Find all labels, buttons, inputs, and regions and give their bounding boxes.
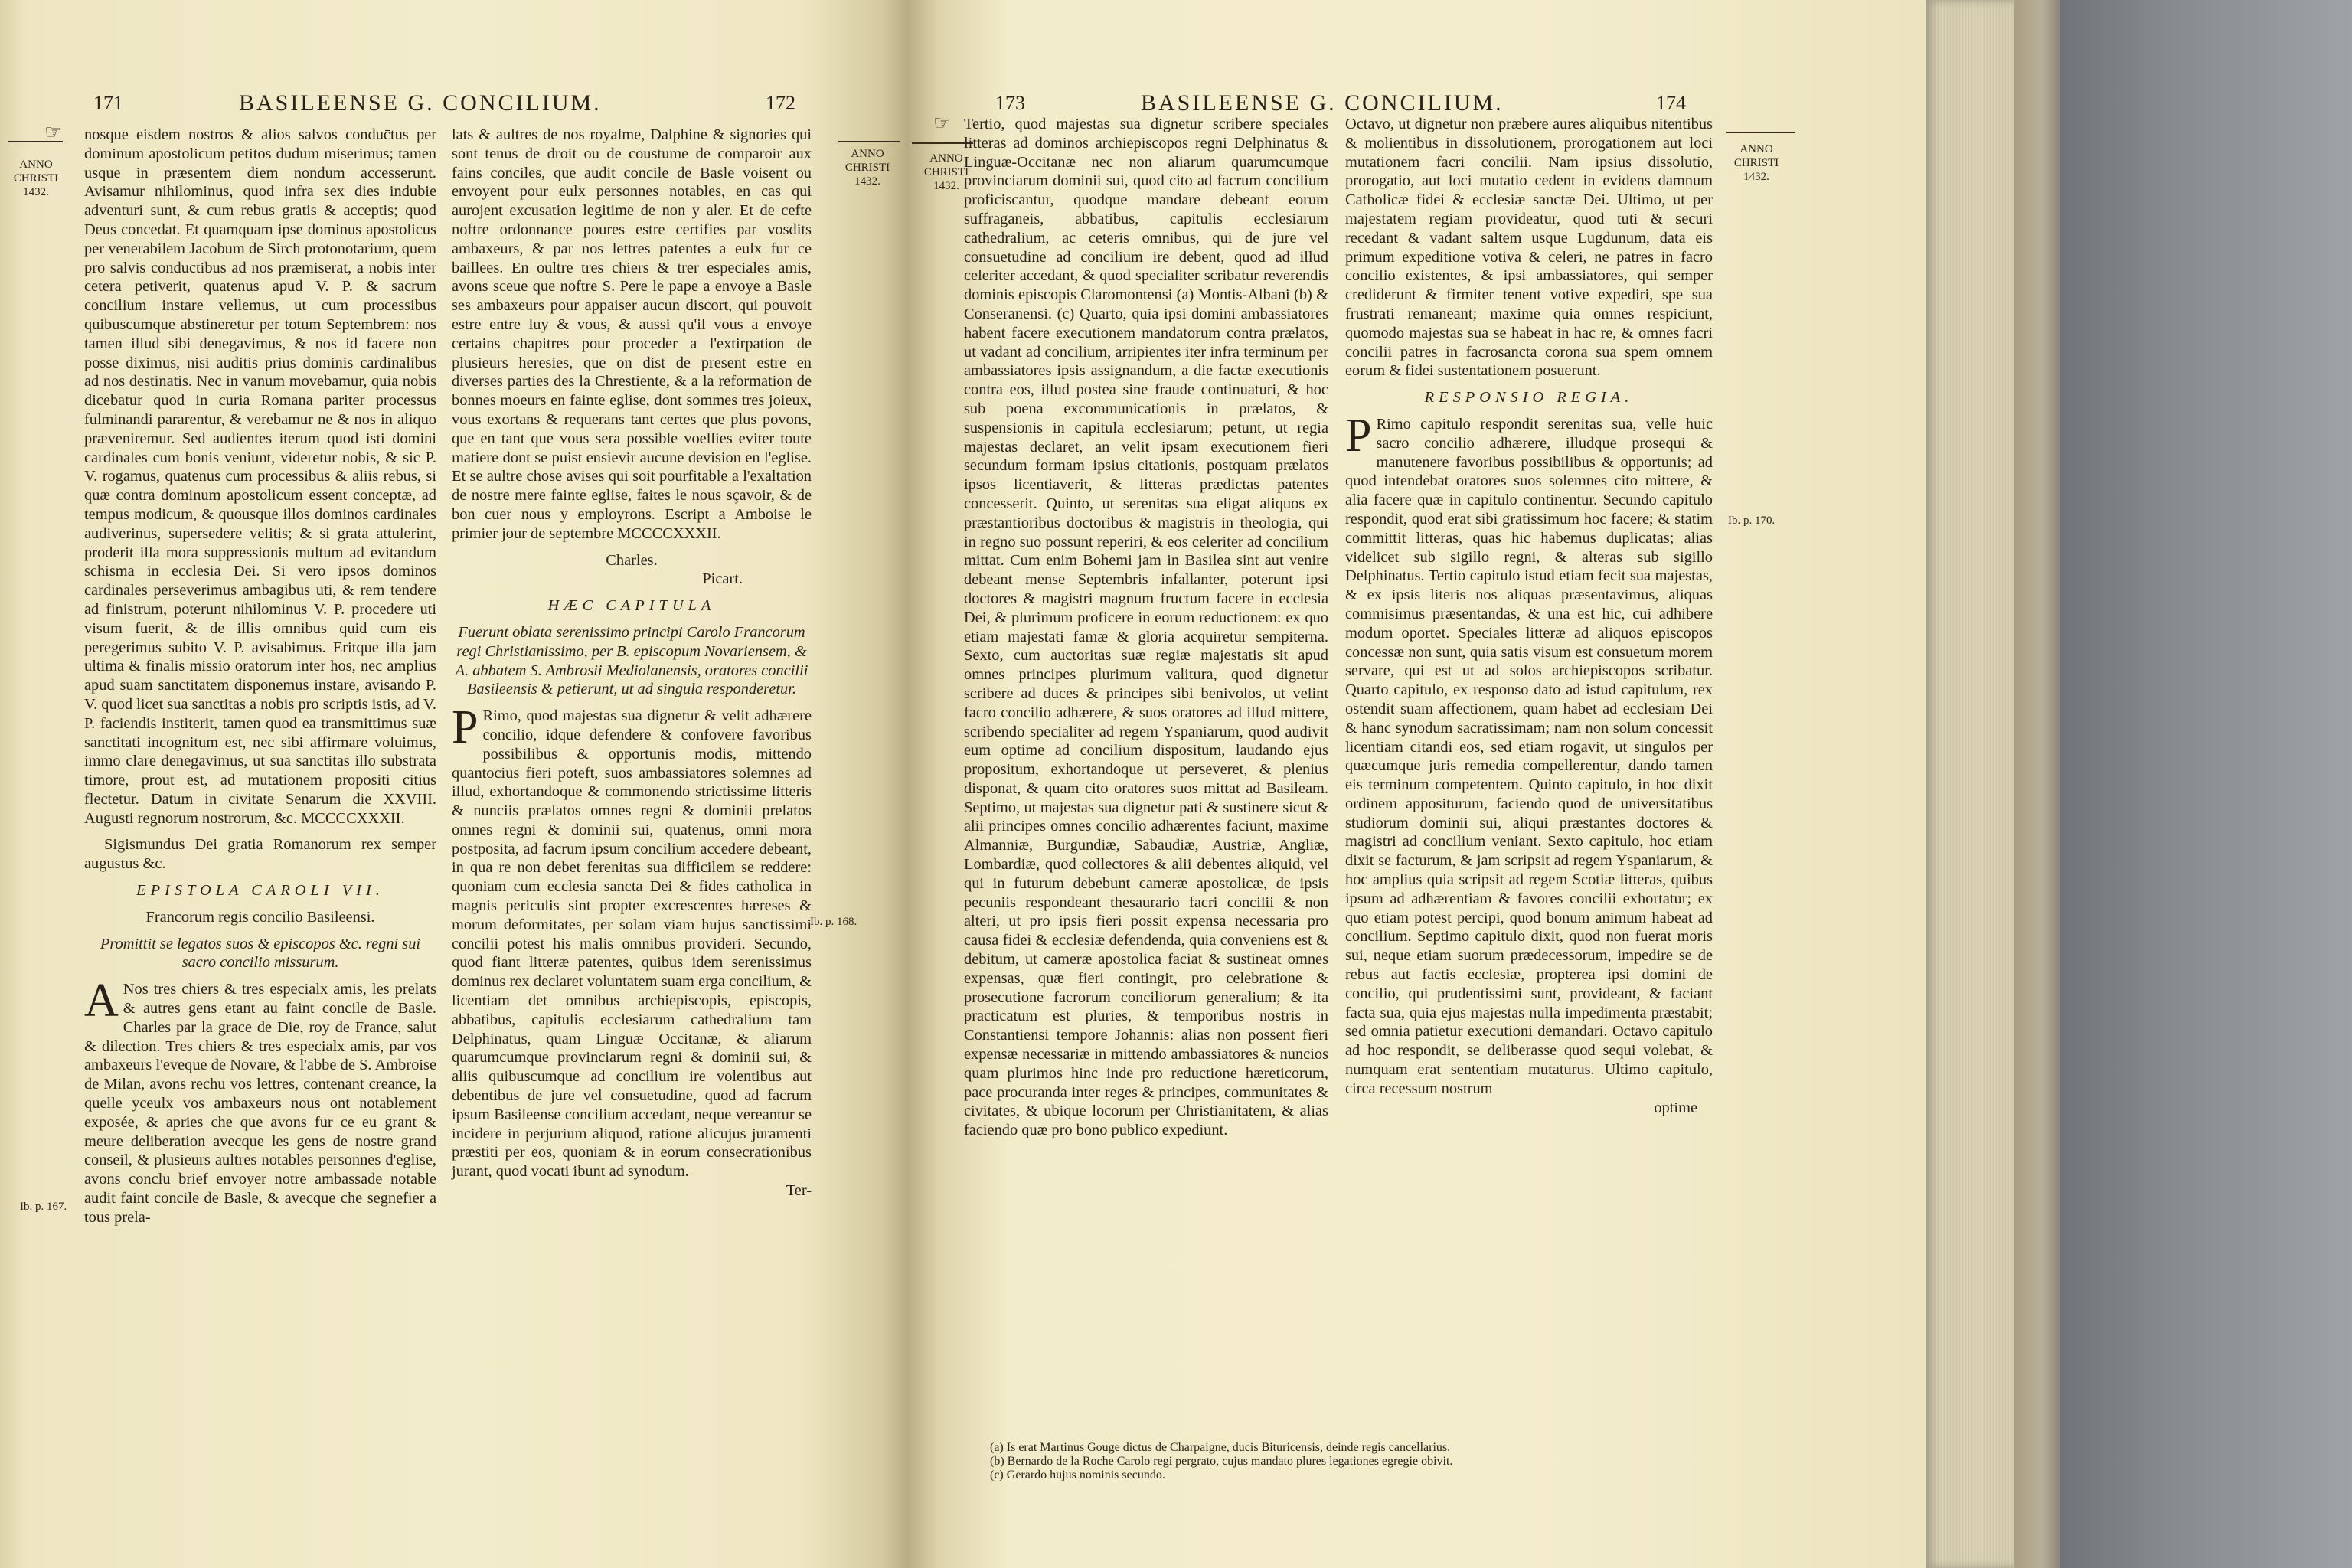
side-reference: Ib. p. 168. [810, 916, 858, 928]
left-column-1 [84, 126, 436, 1227]
right-page [907, 0, 1926, 1568]
margin-anno-christi: ANNO CHRISTI 1432. [844, 148, 890, 188]
margin-anno-christi: ANNO CHRISTI 1432. [1733, 143, 1779, 183]
book-cover [2014, 0, 2060, 1568]
paragraph: P Rimo, quod majestas sua dignetur & velit adhærere concilio, idque defendere & confovere favoribus possibilibus & opportunis modis, mittendo quantocius fieri poteft, suos ambassiatores solemnes ad illud, exhortandoque & commonendo strictissime litteris & nunciis prælatos omnes regni & dominii prelatos omnes regni & dominii sui, quatenus, omni mora postposita, ad facrum ipsum concilium accedere debeant, in qua re non debet ferenitas sua difficilem se reddere: quoniam cum ecclesia sancta Dei & fides catholica in magnis periculis sint propter excrescentes hæreses & morum deformitates, per solam viam hujus sanctissimi concilii potest his malis omnibus provideri. Secundo, quod fiant litteræ patentes, quibus idem serenissimus dominus rex declaret voluntatem suam erga concilium, & licentiam det omnibus archiepiscopis, episcopis, abbatibus, capitulis ecclesiarum cathedralium tam Delphinatus, quam Linguæ Occitanæ, & aliarum quarumcumque provinciarum regni & dominii sui, & aliis quibuscumque ad concilium ire volentibus aut debentibus de jure vel consuetudine, quod ad facrum ipsum Basileense concilium accedant, neque vereantur se incidere in perjurium aliquod, ratione alicujus juramenti præstiti per eos, quoniam & in eorum consecrationibus jurant, quod vocati ibunt ad synodum. [452, 701, 812, 1181]
left-page [0, 0, 907, 1568]
paragraph: Octavo, ut dignetur non præbere aures aliquibus nitentibus & molientibus in dissolutionem, prorogationem aut loci mutationem facri concilii. Nam ipsius dissolutio, prorogatio, aut loci mutatio cedent in evidens damnum Catholicæ fidei & ecclesiæ sanctæ Dei. Ultimo, ut per majestatem regiam provideatur, quod tuti & securi recedant & vadant saltem usque Lugdunum, data eis primum expeditione votiva & celeri, ne patres in facro concilio existentes, & ipsi ambassiatores, qui semper crediderunt & firmiter tenent votive expediri, spe sua frustrati remaneant; maxime quia omnes respiciunt, quomodo majestas sua se habeat in hac re, & omnes facri concilii patres in facrosancta corona sua spem omnem eorum & fidei sustentationem posuerunt. [1345, 116, 1713, 380]
footnote: (a) Is erat Martinus Gouge dictus de Charpaigne, ducis Bituricensis, deinde regis cancellarius. [990, 1441, 1451, 1454]
section-heading: RESPONSIO REGIA. [1424, 389, 1634, 407]
paragraph: Tertio, quod majestas sua dignetur scribere speciales litteras ad dominos archiepiscopos regni Delphinatus & Linguæ-Occitanæ nec non aliarum quarumcumque provinciarum dominii sui, quod cito ad facrum concilium proficiscantur, quodque mandare debeant eorum suffraganeis, abbatibus, capitulis ecclesiarum cathedralium, ac ceteris omnibus, qui de jure vel consuetudine ad concilium ire debent, quod ad illud celeriter accedant, & quod specialiter scribatur reverendis dominis episcopis Claromontensi (a) Montis-Albani (b) & Conseranensi. (c) Quarto, quia ipsi domini ambassiatores habent facere executionem mandatorum contra prælatos, ut vadant ad concilium, arripientes iter infra terminum per ambassiatores ipsis assignandum, a die factæ executionis contra eos, illud postea sine fraude continuaturi, & hoc sub poena excommunicationis in prælatos, & suspensionis in capitula ecclesiarum; petunt, ut regia majestas declaret, an velit ipsam executionem fieri secundum formam ipsius citationis, postquam prælatos ipsos licentiaverit, & litteras prædictas patentes concesserit. Quinto, ut serenitas sua eligat aliquos ex præstantioribus doctoribus & magistris in theologia, qui in regno suo possunt reperiri, & eos celeriter ad concilium mittat. Cum enim Bohemi jam in Basilea sint aut venire debeant mense Septembris infallanter, poterunt ipsi doctores & magistri magnum fructum facere in ecclesia Dei, & plurimum proficere in eorum reductionem: ex quo etiam majestati famæ & gloria acquiretur sempiterna. Sexto, cum auctoritas suæ regiæ majestatis sit apud omnes principes plurimum valitura, quod dignetur scribere ad duces & principes sibi benivolos, ut velint facro concilio adhærere, & suos oratores ad illud mittere, scribendo specialiter ad regem Yspaniarum, quod audivit eum optime ad concilium dispositum, laudando ejus propositum, exhortandoque ut perseveret, & plenius disponat, & quam cito oratores suos mittat ad Basileam. Septimo, ut majestas sua dignetur pati & sustinere sicut & alii principes omnes concilio adhærentes faciunt, maxime Almanniæ, Burgundiæ, Sabaudiæ, Austriæ, Angliæ, Lombardiæ, quod collectores & alii debentes aliquid, vel qui in futurum debebunt cameræ apostolicæ, de ipsis pecuniis respondeant thesaurario facri concilii & non alteri, ut pro ipsis fieri possit expensa necessaria pro causa fidei & ecclesiæ defendenda, quia conveniens est & debitum, ut cameræ apostolica faciat & sustineat omnes expensas, quæ fieri contingit, pro celebratione & prosecutione facrorum conciliorum generalium; & ita practicatum est pluries, & temporibus nostris in Constantiensi tempore Johannis: alias non possent fieri expensæ necessariæ in mittendo ambassiatores & nuncios quam plurimos hinc inde pro reductione hæreticorum, pace procuranda inter reges & principes, communitates & civitates, & ubique locorum per Christianitatem, & alias faciendo quæ pro bono publico expediunt. [964, 116, 1328, 1139]
section-heading: EPISTOLA CAROLI VII. [136, 882, 384, 900]
margin-rule [838, 141, 900, 142]
drop-capital: P [452, 701, 479, 754]
right-column-2 [1345, 115, 1713, 1117]
margin-anno-christi: ANNO CHRISTI 1432. [923, 152, 969, 192]
footnotes [990, 1441, 1725, 1482]
footnote: (c) Gerardo hujus nominis secundo. [990, 1468, 1165, 1481]
summary: Promittit se legatos suos & episcopos &c. regni sui sacro concilio missurum. [100, 935, 421, 972]
page-number-172: 172 [766, 92, 795, 114]
page-edges [1926, 0, 2014, 1568]
page-number-174: 174 [1656, 92, 1686, 114]
background [2060, 0, 2352, 1568]
signature: Picart. [702, 570, 743, 588]
margin-anno-christi: ANNO CHRISTI 1432. [13, 158, 59, 198]
drop-capital: P [1345, 409, 1372, 462]
footnote: (b) Bernardo de la Roche Carolo regi pergrato, cujus mandato plures legationes egregie obivit. [990, 1455, 1453, 1468]
left-column-2 [452, 126, 812, 1200]
addressee: Francorum regis concilio Basileensi. [145, 908, 375, 926]
paragraph: nosque eisdem nostros & alios salvos conduc̄tus per dominum apostolicum petitos dudum miserimus; tamen usque in præsentem diem nondum accesserunt. Avisamur nihilominus, quod infra sex dies indubie adventuri sunt, & cum rebus gratis & acceptis; quod Deus concedat. Et quamquam ipse dominus apostolicus per venerabilem Jacobum de Sirch protonotarium, quem pro salvis conductibus ad nos præmiserat, a nobis inter cetera petiverit, quatenus apud V. P. & sacrum concilium instare vellemus, ut cum processibus quibuscumque abstineretur per totum Septembrem: nos tamen illud sibi denegavimus, & nos id facere non posse diximus, nisi auditis prius dominis cardinalibus ad nos destinatis. Nec in vanum movebamur, quia nobis dicebatur quod in curia Romana pariter processus fulminandi pararentur, & verebamur ne & nos in aliquo præveniremur. Sed audientes iterum quod isti domini cardinales cum bonis veniunt, videretur nobis, & sic P. V. rogamus, quatenus cum processibus & aliis rebus, si quæ contra dominum apostolicum essent conceptæ, ad tempus modicum, & quousque illos dominos cardinales audiverinus, supersedere velitis; & si grata attulerint, proderit illa mora suppressionis multum ad evitandum schisma in ecclesia Dei. Si vero ipsos dominos cardinales perseverimus ambagibus uti, & rem tendere ad finistrum, poterunt nihilominus V. P. procedere uti visum fuerit, & de illis omnibus quid cum eis peregerimus subito V. P. avisabimus. Eritque illa jam ultima & finalis missio oratorum inter hos, nec amplius apud suam sanctitatem disponemus instare, avisando P. V. quod licet sua sanctitas a nobis pro scriptis istis, ad V. P. faciendis institerit, tamen quod ea transmittimus suæ sanctitati incognitum est, nec sibi affirmare voluimus, immo clare denegavimus, ut sua sanctitas illo substrata timore, prout est, ad mutationem propositi citius flectetur. Datum in civitate Senarum die XXVIII. Augusti regnorum nostrorum, &c. MCCCCXXXII. [84, 126, 436, 827]
paragraph: P Rimo capitulo respondit serenitas sua, velle huic sacro concilio adhærere, illudque prosequi & manutenere favoribus possibilibus & opportunis; ad quod intendebat oratores suos solemnes cito mittere, & alia facere quæ in capitulo continentur. Secundo capitulo respondit, quod erat sibi gratissimum hoc facere; & statim committit litteras, quas hic habemus duplicatas; alias videlicet sub sigillo regni, & alteras sub sigillo Delphinatus. Tertio capitulo istud etiam fecit sua majestas, & ex ipsis literis nos aliquas præsentavimus, aliquas commisimus præsentandas, & una est hic, cui adhibere modum oportet. Speciales litteræ ad aliquos episcopos concessæ non sunt, quia satis visum est consuetum morem servare, qui est ut ad solos archiepiscopos scribatur. Quarto capitulo, ex responso dato ad istud capitulum, rex ostendit suam affectionem, quam habet ad ecclesiam Dei & hanc synodum sacratissimam; nam non solum concessit licentiam citandi eos, sed etiam rogavit, ut singulos per quæcumque juris remedia compellerentur, dando tamen eis terminum competentem. Quinto capitulo, in hoc dixit ordinem appositurum, faciendo quod de universitatibus studiorum dominii sui, aliqui præstantes doctores & magistri ad concilium veniant. Sexto capitulo, hoc etiam dixit se facturum, & jam scripsit ad regem Yspaniarum, & hoc amplius quia scripsit ad regem Scotiæ litteras, quibus ipsum ad adhærentiam & favores concilii exhortatur; ex quo etiam potest percipi, quod bonum animum habeat ad concilium. Septimo capitulo dixit, quod non fuerat moris sui, neque etiam suorum prædecessorum, impedire se de rebus aut factis ecclesiæ, propterea ipsi domini de concilio, qui prudentissimi sunt, provideant, & faciant facta sua, quia ejus majestas nulla impedimenta præstabit; sed omnia patietur executioni demandari. Octavo capitulo ad hoc respondit, se deliberasse quod sequi volebat, & numquam erat sententiam mutaturus. Ultimo capitulo, circa recessum nostrum [1345, 409, 1713, 1097]
signature: Sigismundus Dei gratia Romanorum rex semper augustus &c. [84, 836, 436, 873]
caption: Fuerunt oblata serenissimo principi Carolo Francorum regi Christianissimo, per B. episcopum Novariensem, & A. abbatem S. Ambrosii Mediolanensis, oratores concilii Basileensis & petierunt, ut ad singula responderetur. [455, 623, 808, 698]
paragraph: A Nos tres chiers & tres especialx amis, les prelats & autres gens etant au faint concile de Basle. Charles par la grace de Die, roy de France, salut & dilection. Tres chiers & tres especialx amis, par vos ambaxeurs l'eveque de Novare, & l'abbe de S. Ambroise de Milan, avons rechu vos lettres, contenant creance, la quelle yceulx vos ambaxeurs nous ont notablement exposée, & apries che que avons fur ce eu grant & meure deliberation avecque les gens de nostre grand conseil, & plusieurs aultres notables personnes d'eglise, avons conclu brief envoyer notre ambassade notable audit faint concile de Basle, & avecque che segnefier a tous prela- [84, 975, 436, 1226]
signature: Charles. [606, 551, 658, 569]
paragraph: lats & aultres de nos royalme, Dalphine & signories qui sont tenus de droit ou de coustume de comparoir aux fains conciles, que audit concile de Basle voisent ou envoyent pour eulx personnes notables, en cas qui aurojent excusation legitime de non y aler. Et de cefte noftre ordonnance poures estre certifies par vosdits ambaxeurs, & par nos lettres patentes a eulx fur ce baillees. En oultre tres chiers & trer especiales amis, avons sceue que noftre S. Pere le pape a envoye a Basle ses ambaxeurs pour appaiser aucun discort, qui pouvoit estre entre luy & vous, & aussi qu'il vous a envoye certains chapitres pour proceder a l'extirpation de plusieurs heresies, que on dist de present estre en diverses parties des la Chrestiente, & a la reformation de bonnes moeurs en fainte eglise, dont sommes tres joieux, vous exortans & requerans tant certes que plus povons, que en tant que vous sera possible voellies eviter toute matiere dont se puist ensievir aucune devision en l'eglise. Et se aultre chose avises qui soit pourfitable a l'exaltation de nostre mere fainte eglise, faites le nous sçavoir, & de bon cuer nous y employrons. Escript a Amboise le primier jour de septembre MCCCCXXXII. [452, 126, 812, 542]
margin-rule [1726, 132, 1795, 133]
pointing-hand-icon: ☞ [933, 112, 952, 134]
running-head: BASILEENSE G. CONCILIUM. [239, 90, 602, 116]
page-number-173: 173 [995, 92, 1025, 114]
catchword: Ter- [786, 1182, 812, 1200]
pointing-hand-icon: ☞ [44, 121, 63, 143]
right-column-1 [964, 115, 1328, 1140]
drop-capital: A [84, 975, 119, 1027]
side-reference: Ib. p. 167. [20, 1200, 67, 1213]
catchword: optime [1654, 1099, 1697, 1116]
section-heading: HÆC CAPITULA [547, 597, 716, 615]
side-reference: Ib. p. 170. [1728, 514, 1775, 527]
page-number-171: 171 [93, 92, 123, 114]
running-head: BASILEENSE G. CONCILIUM. [1141, 90, 1504, 116]
